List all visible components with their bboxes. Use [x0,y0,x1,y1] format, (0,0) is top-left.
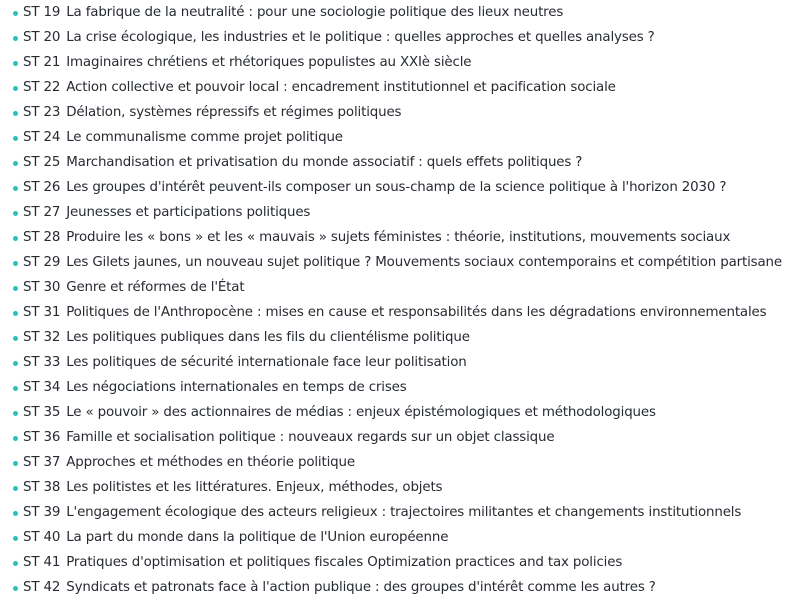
session-list-item[interactable] [0,100,795,125]
dot-bullet-icon [13,186,18,191]
session-list-item[interactable] [0,350,795,375]
dot-bullet-icon [13,586,18,591]
session-code: ST 34 [23,380,61,395]
session-title[interactable]: Les négociations internationales en temps de crises [66,380,407,395]
session-title[interactable]: Syndicats et patronats face à l'action publique : des groupes d'intérêt comme les autres ? [66,580,656,595]
session-list-item[interactable] [0,250,795,275]
session-code: ST 33 [23,355,61,370]
session-code: ST 25 [23,155,61,170]
session-title[interactable]: Les politiques publiques dans les fils du clientélisme politique [66,330,470,345]
session-list-item[interactable] [0,575,795,600]
dot-bullet-icon [13,211,18,216]
session-title[interactable]: Les politiques de sécurité internationale face leur politisation [66,355,467,370]
session-title[interactable]: Produire les « bons » et les « mauvais » sujets féministes : théorie, institutions, mouvements sociaux [66,230,731,245]
session-title[interactable]: Imaginaires chrétiens et rhétoriques populistes au XXIè siècle [66,55,472,70]
session-title[interactable]: Les groupes d'intérêt peuvent-ils composer un sous-champ de la science politique à l'horizon 2030 ? [66,180,727,195]
session-title[interactable]: Marchandisation et privatisation du monde associatif : quels effets politiques ? [66,155,583,170]
session-code: ST 30 [23,280,61,295]
session-code: ST 21 [23,55,61,70]
session-code: ST 26 [23,180,61,195]
session-title[interactable]: Le « pouvoir » des actionnaires de médias : enjeux épistémologiques et méthodologiques [66,405,656,420]
session-list-item[interactable] [0,525,795,550]
session-list-item[interactable] [0,150,795,175]
session-code: ST 42 [23,580,61,595]
session-code: ST 22 [23,80,61,95]
session-list-item[interactable] [0,75,795,100]
dot-bullet-icon [13,86,18,91]
dot-bullet-icon [13,136,18,141]
dot-bullet-icon [13,336,18,341]
session-title[interactable]: La fabrique de la neutralité : pour une sociologie politique des lieux neutres [66,5,564,20]
session-code: ST 28 [23,230,61,245]
dot-bullet-icon [13,61,18,66]
session-list-item[interactable] [0,400,795,425]
session-code: ST 24 [23,130,61,145]
session-code: ST 40 [23,530,61,545]
session-list-item[interactable] [0,500,795,525]
session-list-item[interactable] [0,375,795,400]
dot-bullet-icon [13,261,18,266]
session-code: ST 23 [23,105,61,120]
dot-bullet-icon [13,11,18,16]
dot-bullet-icon [13,361,18,366]
dot-bullet-icon [13,236,18,241]
dot-bullet-icon [13,536,18,541]
session-code: ST 31 [23,305,61,320]
session-list-item[interactable] [0,325,795,350]
dot-bullet-icon [13,461,18,466]
session-title[interactable]: Jeunesses et participations politiques [66,205,311,220]
session-title[interactable]: Délation, systèmes répressifs et régimes politiques [66,105,402,120]
session-list-item[interactable] [0,450,795,475]
session-title[interactable]: Pratiques d'optimisation et politiques fiscales Optimization practices and tax policies [66,555,623,570]
dot-bullet-icon [13,111,18,116]
session-list-item[interactable] [0,175,795,200]
session-code: ST 38 [23,480,61,495]
session-title[interactable]: Les politistes et les littératures. Enjeux, méthodes, objets [66,480,443,495]
session-code: ST 20 [23,30,61,45]
session-title[interactable]: L'engagement écologique des acteurs religieux : trajectoires militantes et changements institutionnels [66,505,742,520]
session-code: ST 36 [23,430,61,445]
dot-bullet-icon [13,386,18,391]
session-code: ST 37 [23,455,61,470]
session-list-item[interactable] [0,200,795,225]
session-title[interactable]: La crise écologique, les industries et le politique : quelles approches et quelles analyses ? [66,30,655,45]
session-code: ST 32 [23,330,61,345]
session-list-item[interactable] [0,25,795,50]
session-list-item[interactable] [0,0,795,25]
session-list-item[interactable] [0,550,795,575]
dot-bullet-icon [13,411,18,416]
dot-bullet-icon [13,486,18,491]
dot-bullet-icon [13,436,18,441]
session-list-item[interactable] [0,300,795,325]
session-title[interactable]: Les Gilets jaunes, un nouveau sujet politique ? Mouvements sociaux contemporains et compétition partisane [66,255,782,270]
session-list-item[interactable] [0,275,795,300]
dot-bullet-icon [13,161,18,166]
session-code: ST 35 [23,405,61,420]
session-list-item[interactable] [0,425,795,450]
session-title[interactable]: Le communalisme comme projet politique [66,130,343,145]
dot-bullet-icon [13,561,18,566]
session-list-item[interactable] [0,125,795,150]
session-title[interactable]: Action collective et pouvoir local : encadrement institutionnel et pacification sociale [66,80,616,95]
dot-bullet-icon [13,286,18,291]
dot-bullet-icon [13,311,18,316]
session-title[interactable]: Politiques de l'Anthropocène : mises en cause et responsabilités dans les dégradations environnementales [66,305,767,320]
session-title[interactable]: Approches et méthodes en théorie politique [66,455,355,470]
dot-bullet-icon [13,511,18,516]
session-list-item[interactable] [0,225,795,250]
session-code: ST 39 [23,505,61,520]
session-code: ST 19 [23,5,61,20]
session-title[interactable]: Genre et réformes de l'État [66,280,245,295]
session-code: ST 41 [23,555,61,570]
session-code: ST 29 [23,255,61,270]
session-list-item[interactable] [0,475,795,500]
session-title[interactable]: Famille et socialisation politique : nouveaux regards sur un objet classique [66,430,555,445]
session-title[interactable]: La part du monde dans la politique de l'Union européenne [66,530,449,545]
session-list-item[interactable] [0,50,795,75]
session-code: ST 27 [23,205,61,220]
dot-bullet-icon [13,36,18,41]
